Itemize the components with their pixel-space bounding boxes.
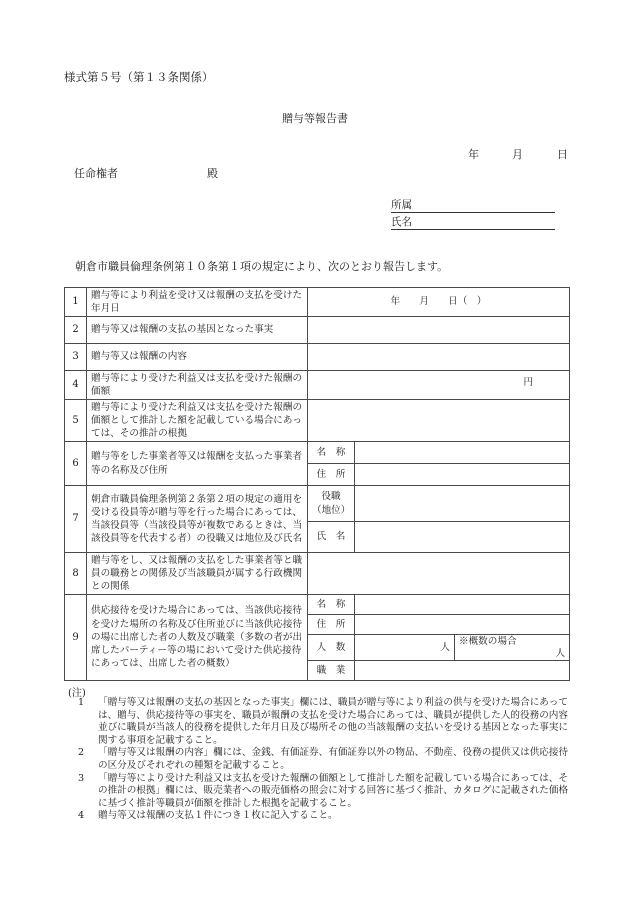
venue-name-field[interactable] bbox=[355, 595, 570, 615]
table-row bbox=[65, 595, 570, 615]
table-row bbox=[65, 344, 570, 371]
sub-label-headcount: 人 数 bbox=[308, 635, 355, 661]
row-number: 8 bbox=[65, 553, 87, 595]
date-month-label: 月 bbox=[512, 148, 523, 161]
note-text: 「贈与等により受けた利益又は支払を受けた報酬の価額として推計した額を記載している場合にあっては、その推計の根拠」欄には、販売業者への販売価格の照会に対する回答に基づく推計、カタログに記載された価格に基づく推計等職員が価額を推計した根拠を記載すること。 bbox=[98, 772, 569, 809]
row-label: 贈与等により受けた利益又は支払を受けた報酬の価額として推計した額を記載している場合にあっては、その推計の根拠 bbox=[87, 400, 308, 442]
person-unit: 人 bbox=[440, 641, 450, 653]
business-address-field[interactable] bbox=[355, 464, 570, 486]
table-row bbox=[65, 371, 570, 400]
notes-section bbox=[68, 697, 576, 823]
row-label: 贈与等又は報酬の支払の基因となった事実 bbox=[87, 317, 308, 344]
gift-content-field[interactable] bbox=[308, 344, 570, 371]
table-row bbox=[65, 317, 570, 344]
table-row bbox=[65, 553, 570, 595]
cause-fact-field[interactable] bbox=[308, 317, 570, 344]
date-day-label: 日 bbox=[557, 148, 568, 161]
note-number: 2 bbox=[78, 747, 85, 759]
row-number: 6 bbox=[65, 442, 87, 486]
sub-label-venue-name: 名 称 bbox=[308, 595, 355, 615]
receipt-date-field[interactable] bbox=[308, 288, 570, 317]
form-number: 様式第５号（第１３条関係） bbox=[64, 70, 214, 84]
row-label: 贈与等により受けた利益又は支払を受けた報酬の価額 bbox=[87, 371, 308, 400]
sub-label-address: 住 所 bbox=[308, 464, 355, 486]
notes-header: (注) bbox=[68, 688, 86, 699]
gift-value-field[interactable] bbox=[308, 371, 570, 400]
row-label: 贈与等をし、又は報酬の支払をした事業者等と職員の職務との関係及び当該職員が属する行政機関との関係 bbox=[87, 553, 308, 595]
note-item bbox=[68, 697, 576, 747]
row-label: 朝倉市職員倫理条例第２条第２項の規定の適用を受ける役員等が贈与等を行った場合にあっては、当該役員等（当該役員等が複数であるときは、当該役員等を代表する者）の役職又は地位及び氏名 bbox=[87, 486, 308, 553]
row-label: 贈与等により利益を受け又は報酬の支払を受けた年月日 bbox=[87, 288, 308, 317]
officer-name-field[interactable] bbox=[355, 522, 570, 553]
row-number: 3 bbox=[65, 344, 87, 371]
relationship-field[interactable] bbox=[308, 553, 570, 595]
note-number: 4 bbox=[78, 810, 85, 822]
note-item bbox=[68, 773, 576, 811]
yen-unit: 円 bbox=[523, 377, 534, 388]
row-number: 7 bbox=[65, 486, 87, 553]
date-year-label: 年 bbox=[468, 148, 479, 161]
date-fill-text: 年 月 日（ ） bbox=[390, 296, 487, 308]
headcount-field[interactable] bbox=[355, 635, 455, 661]
sub-label-name: 名 称 bbox=[308, 442, 355, 464]
intro-text: 朝倉市職員倫理条例第１０条第１項の規定により、次のとおり報告します。 bbox=[75, 260, 449, 273]
table-row bbox=[65, 288, 570, 317]
table-row bbox=[65, 486, 570, 522]
sub-label-venue-address: 住 所 bbox=[308, 615, 355, 635]
page-title: 贈与等報告書 bbox=[282, 112, 348, 125]
note-number: 3 bbox=[78, 772, 85, 784]
note-text: 「贈与等又は報酬の支払の基因となった事実」欄には、職員が贈与等により利益の供与を受けた場合にあっては、贈与、供応接待等の事実を、職員が報酬の支払を受けた場合にあっては、職員が提供した人的役務の内容並びに職員が当該人的役務を提供した年月日及び場所その他の当該報酬の支払いを受ける基因となった事実に関する事項を記載すること。 bbox=[98, 697, 569, 746]
note-item bbox=[68, 810, 576, 823]
recipient-label: 任命権者 bbox=[74, 167, 118, 180]
estimate-basis-field[interactable] bbox=[308, 400, 570, 442]
sub-label-occupation: 職 業 bbox=[308, 661, 355, 681]
report-table bbox=[64, 287, 570, 681]
venue-address-field[interactable] bbox=[355, 615, 570, 635]
approx-person-unit: 人 bbox=[555, 648, 566, 659]
affiliation-field[interactable] bbox=[391, 197, 555, 213]
sub-label-position: 役職（地位） bbox=[308, 486, 355, 522]
name-field[interactable] bbox=[391, 214, 555, 230]
note-text: 「贈与等又は報酬の内容」欄には、金銭、有価証券、有価証券以外の物品、不動産、役務の提供又は供応接待の区分及びそれぞれの種類を記載すること。 bbox=[98, 747, 569, 771]
business-name-field[interactable] bbox=[355, 442, 570, 464]
note-item bbox=[68, 747, 576, 772]
approx-label: ※概数の場合 bbox=[459, 636, 517, 647]
note-text: 贈与等又は報酬の支払１件につき１枚に記入すること。 bbox=[98, 810, 338, 822]
row-label: 贈与等又は報酬の内容 bbox=[87, 344, 308, 371]
row-number: 5 bbox=[65, 400, 87, 442]
row-number: 2 bbox=[65, 317, 87, 344]
occupation-field[interactable] bbox=[355, 661, 570, 681]
officer-position-field[interactable] bbox=[355, 486, 570, 522]
row-number: 9 bbox=[65, 595, 87, 681]
row-label: 贈与等をした事業者等又は報酬を支払った事業者等の名称及び住所 bbox=[87, 442, 308, 486]
table-row bbox=[65, 442, 570, 464]
table-row bbox=[65, 400, 570, 442]
sub-label-officer-name: 氏 名 bbox=[308, 522, 355, 553]
name-label: 氏名 bbox=[391, 216, 412, 228]
affiliation-label: 所属 bbox=[391, 199, 412, 211]
note-number: 1 bbox=[78, 697, 85, 708]
honorific: 殿 bbox=[207, 167, 218, 180]
approx-count-field[interactable] bbox=[455, 635, 570, 661]
row-number: 4 bbox=[65, 371, 87, 400]
row-label: 供応接待を受けた場合にあっては、当該供応接待を受けた場所の名称及び住所並びに当該供応接待の場に出席した者の人数及び職業（多数の者が出席したパーティー等の場において受けた供応接待にあっては、出席した者の概数） bbox=[87, 595, 308, 681]
row-number: 1 bbox=[65, 288, 87, 317]
